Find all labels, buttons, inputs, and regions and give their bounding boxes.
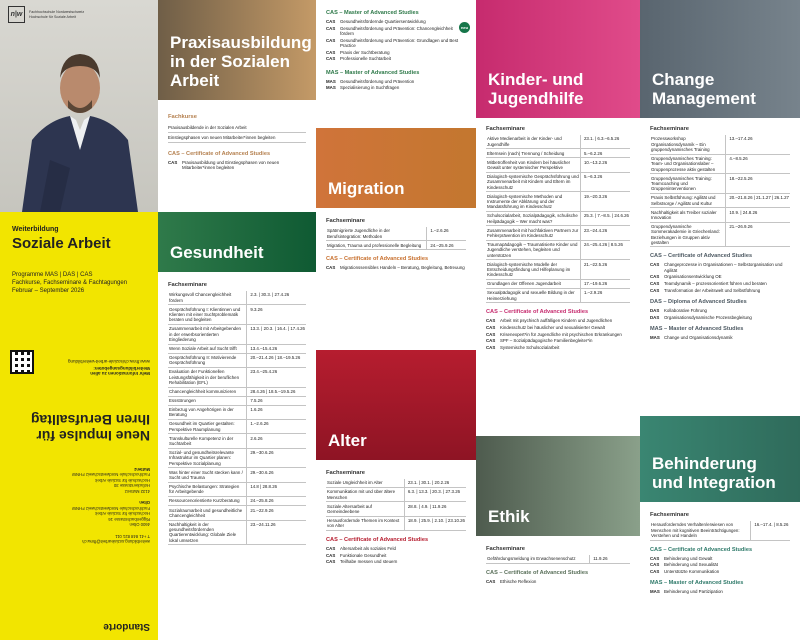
top-cas-heading: CAS – Master of Advanced Studies [326, 10, 419, 16]
behinderung-panel [640, 416, 800, 640]
alter-seminar-row [326, 502, 466, 516]
kinder-cas-item: CAS Krisenexpert*in für Jugendliche mit psychischen Erkrankungen [486, 331, 622, 337]
change-seminar-title: Prozessworkshop Organisationsdynamik – Ein gruppendynamisches Training [650, 135, 726, 154]
kinder-cas-item: CAS Kindesschutz bei häuslicher und sexualisierter Gewalt [486, 325, 605, 331]
gesundheit-seminar-date: 9.3.26 [247, 305, 306, 325]
gesundheit-seminar-row [168, 387, 306, 396]
migration-seminar-row [326, 227, 466, 241]
kinder-seminar-date: 1.–2.9.26 [580, 289, 630, 303]
gesundheit-seminar-title: Chancengleichheit kommunizieren [168, 387, 247, 396]
gesundheit-fachseminare-heading: Fachseminare [168, 282, 207, 288]
alter-cas-item: CAS Teilhabe messen und steuern [326, 559, 398, 565]
alter-cas-item: CAS Altersarbeit als soziales Feld [326, 546, 396, 552]
kinder-seminar-row [486, 240, 630, 260]
change-seminar-date: 18.–22.5.26 [726, 174, 790, 194]
kinder-title: Kinder- und Jugendhilfe [488, 69, 584, 108]
ethik-cas-heading: CAS – Certificate of Advanced Studies [486, 570, 589, 577]
change-seminar-title: Gruppendynamische Sommerakademie in Griechenland: Beziehungen in Gruppen aktiv gestalten [650, 222, 726, 247]
gesundheit-seminar-row [168, 468, 306, 482]
gesundheit-seminar-date: 23.4.–25.4.26 [247, 368, 306, 388]
top-mas-item: MAS Spezialisierung in Suchtfragen [326, 85, 400, 91]
kinder-seminar-title: Aktive Medienarbeit in der Kinder- und Jugendhilfe [486, 135, 580, 149]
kinder-seminar-date: 25.3. | 7.–8.5. | 24.6.26 [580, 212, 630, 226]
new-badge: neu [459, 22, 470, 33]
gesundheit-seminar-date: 23.–24.11.26 [247, 520, 306, 545]
change-seminar-row [650, 208, 790, 222]
migration-seminar-title: Migration, Trauma und professionelle Begleitung [326, 241, 427, 250]
alter-seminar-date: 6.3. | 13.3. | 20.3. | 27.3.26 [404, 488, 466, 502]
kinder-cas-item: CAS Arbeit mit psychisch auffälligen Kindern und Jugendlichen [486, 318, 613, 324]
kinder-seminar-date: 17.–19.6.26 [580, 279, 630, 288]
alter-fachseminare-heading: Fachseminare [326, 470, 365, 476]
kinder-seminar-row [486, 135, 630, 149]
migration-seminar-row [326, 241, 466, 250]
gesundheit-seminar-row [168, 497, 306, 506]
gesundheit-seminar-date: 21.–22.9.26 [247, 506, 306, 520]
gesundheit-seminar-date: 7.5.26 [247, 396, 306, 405]
kinder-seminar-title: Traumapädagogik – Traumatisierte Kinder und Jugendliche verstehen, begleiten und unterstützen [486, 240, 580, 260]
gesundheit-seminar-row [168, 353, 306, 367]
gesundheit-seminar-title: Gesundheit im Quartier gestalten: Perspektive Raumplanung [168, 420, 247, 434]
gesundheit-seminar-date: 20.–21.4.26 | 18.–19.5.26 [247, 353, 306, 367]
cover-yellow-panel [0, 212, 158, 640]
alter-seminar-row [326, 516, 466, 530]
praxis-fachkurse-heading: Fachkurse [168, 114, 197, 120]
change-cas-item: CAS Transformation der Arbeitswelt und Selbstführung [650, 287, 761, 293]
migration-fachseminare-heading: Fachseminare [326, 218, 365, 224]
gesundheit-seminar-row [168, 506, 306, 520]
muttenz-address: 4132 Muttenz Hofackerstrasse 30 Hochschule für Soziale Arbeit Fachhochschule Nordwestschweiz FHNW Muttenz [72, 467, 150, 494]
logo-mark: n|w [8, 6, 25, 23]
kinder-seminar-title: Sexualpädagogik und sexuelle Bildung in der Heimerziehung [486, 289, 580, 303]
kinder-seminar-row [486, 289, 630, 303]
kinder-seminar-date: 21.–22.5.26 [580, 260, 630, 280]
top-cas-item: CAS Gesundheitsfördernde Quartiersentwicklung [326, 19, 426, 24]
change-seminar-date: 4.–8.5.26 [726, 154, 790, 174]
behinderung-cas-item: CAS Behinderung und Gewalt [650, 555, 713, 561]
change-seminar-row [650, 193, 790, 207]
migration-table [326, 227, 466, 250]
praxis-course-2: Einstiegsphasen von neuen Mitarbeiter*innen begleiten [168, 133, 306, 143]
change-mas-item: MAS Change und Organisationsdynamik [650, 335, 733, 340]
kinder-seminar-date: 19.–20.3.26 [580, 192, 630, 212]
gesundheit-seminar-date: 28.4.26 | 18.5.–19.5.26 [247, 387, 306, 396]
ethik-seminar-date: 11.9.26 [590, 555, 630, 564]
gesundheit-title: Gesundheit [170, 242, 264, 262]
ethik-table [486, 555, 630, 564]
behinderung-mas-item: MAS Behinderung und Partizipation [650, 589, 723, 595]
top-cas-item: CAS Praxis der Suchtberatung [326, 49, 390, 55]
alter-seminar-title: Soziale Altersarbeit auf Gemeindeebene [326, 502, 404, 516]
change-seminar-date: 10.9. | 24.8.26 [726, 208, 790, 222]
cover-photo-panel [0, 0, 158, 212]
gesundheit-seminar-title: Ressourcenorientierte Kurzberatung [168, 497, 247, 506]
change-seminar-date: 13.–17.4.26 [726, 135, 790, 154]
migration-cas-item: CAS Migrationssensibles Handeln – Beratung, Begleitung, Betreuung [326, 265, 465, 271]
ethik-seminar-title: Gefährdungsmeldung im Erwachsenenschutz [486, 555, 590, 564]
change-seminar-date: 20.–21.8.26 | 21.1.27 | 26.1.27 [726, 193, 790, 207]
gesundheit-seminar-date: 24.–25.8.26 [247, 497, 306, 506]
cover-url: www.fhnw.ch/soziale-arbeit-weiterbildung [67, 359, 150, 364]
kinder-seminar-row [486, 260, 630, 280]
gesundheit-table [168, 291, 306, 545]
alter-cas-heading: CAS – Certificate of Advanced Studies [326, 537, 429, 544]
kinder-table [486, 135, 630, 303]
logo-line-2: Hochschule für Soziale Arbeit [29, 14, 76, 19]
alter-header [316, 350, 476, 460]
gesundheit-seminar-title: Was hinter einer Sucht stecken kann / Sucht und Trauma [168, 468, 247, 482]
kinder-seminar-row [486, 226, 630, 240]
gesundheit-seminar-title: Sozial- und gesundheitsrelevante Infrastruktur im Quartier planen: Perspektive Sozialplanung [168, 448, 247, 468]
behinderung-cas-item: CAS Behinderung und Sexualität [650, 562, 718, 568]
top-mas-heading: MAS – Master of Advanced Studies [326, 69, 420, 76]
migration-title: Migration [328, 178, 405, 198]
change-cas-item: CAS Organisationsentwicklung OE [650, 274, 722, 280]
change-seminar-title: Gruppendynamisches Training: Team- und Organisationslaber – Gruppenprozesse aktiv gestalten [650, 154, 726, 174]
gesundheit-seminar-row [168, 434, 306, 448]
behinderung-fachseminare-heading: Fachseminare [650, 512, 689, 518]
gesundheit-seminar-title: Gesprächsführung I: Klientinnen und Klienten mit einer Suchtproblematik beraten und begleiten [168, 305, 247, 325]
kinder-seminar-date: 5.–6.2.26 [580, 149, 630, 158]
change-seminar-row [650, 135, 790, 154]
portrait-photo [0, 0, 158, 212]
cover-period: Februar – September 2026 [12, 288, 85, 294]
migration-cas-heading: CAS – Certificate of Advanced Studies [326, 256, 429, 263]
gesundheit-seminar-date: 2.6.26 [247, 434, 306, 448]
behinderung-mas-heading: MAS – Master of Advanced Studies [650, 580, 744, 587]
change-das-item: DAS Kollaborative Führung [650, 308, 707, 314]
praxis-course-1: Praxisausbildende in der Sozialen Arbeit [168, 123, 306, 133]
praxis-title: Praxisausbildung in der Sozialen Arbeit [170, 32, 312, 90]
kinder-seminar-row [486, 158, 630, 172]
behinderung-header [640, 416, 800, 502]
alter-seminar-title: Kommunikation mit und über ältere Menschen [326, 488, 404, 502]
ethik-header [476, 436, 640, 536]
gesundheit-seminar-date: 29.–30.6.26 [247, 468, 306, 482]
kinder-seminar-title: Mitbetroffenheit von Kindern bei häuslicher Gewalt unter systemischer Perspektive [486, 158, 580, 172]
behinderung-title: Behinderung und Integration [652, 453, 776, 492]
ethik-panel [476, 436, 640, 640]
gesundheit-seminar-row [168, 520, 306, 545]
change-seminar-title: Gruppendynamisches Training: Teamcoaching und Gruppeninterventionen [650, 174, 726, 194]
kinder-seminar-date: 5.–6.3.26 [580, 172, 630, 192]
change-seminar-title: Praxis Selbstführung: Agilität und Selbstsorge / Agilität und Kultur [650, 193, 726, 207]
change-das-heading: DAS – Diploma of Advanced Studies [650, 299, 747, 306]
kinder-seminar-title: Dialogisch-systemische Methoden und Instrumente der Abklärung und der Mandatsführung im Kindesschutz [486, 192, 580, 212]
kinder-seminar-row [486, 172, 630, 192]
kinder-seminar-title: Schulsozialarbeit, Sozialpädagogik, schulische Heilpädagogik – Wer macht was? [486, 212, 580, 226]
change-cas-item: CAS Changeprozesse in Organisationen – Selbstorganisation und Agilität [650, 262, 783, 273]
gesundheit-seminar-title: Wenn Soziale Arbeit auf Sucht trifft [168, 344, 247, 353]
gesundheit-header [158, 212, 316, 272]
migration-panel [316, 128, 476, 350]
migration-seminar-title: Spätmigrierte Jugendliche in der Berufsintegration: Methoden [326, 227, 427, 241]
top-cas-item: CAS Professionelle Suchtarbeit [326, 56, 392, 62]
migration-seminar-date: 24.–25.9.26 [427, 241, 466, 250]
top-cas-item: CAS Gesundheitsförderung und Prävention: Grundlagen und Best Practice [326, 37, 459, 48]
gesundheit-seminar-title: Wirkungsvoll Chancengleichheit fördern [168, 291, 247, 305]
top-mas-item: MAS Gesundheitsförderung und Prävention [326, 78, 415, 84]
change-fachseminare-heading: Fachseminare [650, 126, 689, 132]
gesundheit-seminar-date: 13.4.–15.4.26 [247, 344, 306, 353]
logo-line-1: Fachhochschule Nordwestschweiz [29, 9, 85, 14]
kinder-fachseminare-heading: Fachseminare [486, 126, 525, 132]
gesundheit-seminar-title: Nachhaltigkeit in der gesundheitsfördernden Quartierentwicklung: Globale Ziele lokal umsetzen [168, 520, 247, 545]
kinder-cas-item: CAS SPF – Sozialpädagogische Familienbegleiter*in [486, 338, 593, 344]
migration-seminar-date: 1.–2.6.26 [427, 227, 466, 241]
gesundheit-seminar-row [168, 324, 306, 344]
alter-seminar-date: 23.1. | 30.1. | 20.2.26 [404, 479, 466, 488]
gesundheit-seminar-row [168, 368, 306, 388]
cover-slogan-1: Neue Impulse für [36, 428, 150, 444]
praxis-cas-heading: CAS – Certificate of Advanced Studies [168, 151, 271, 157]
gesundheit-seminar-row [168, 344, 306, 353]
cover-slogan-2: Ihren Berufsalltag [30, 411, 150, 428]
behinderung-cas-heading: CAS – Certificate of Advanced Studies [650, 546, 753, 553]
behinderung-seminar-title: Herausforderndes Verhalten/erwiesen von Menschen mit kognitiven Beeinträchtigungen: Verstehen und Handeln [650, 521, 751, 540]
behinderung-seminar-row [650, 521, 790, 540]
alter-panel [316, 350, 476, 640]
alter-seminar-title: Soziale Ungleichheit im Alter [326, 479, 404, 488]
gesundheit-seminar-date: 1.–2.6.26 [247, 420, 306, 434]
change-title: Change Management [652, 69, 756, 108]
gesundheit-seminar-title: Psychische Belastungen: Strategien für Arbeitgebende [168, 482, 247, 496]
migration-header [316, 128, 476, 208]
cover-programs: Programme MAS | DAS | CAS [12, 272, 93, 278]
gesundheit-seminar-row [168, 448, 306, 468]
kinder-seminar-title: Grundlagen der Offenen Jugendarbeit [486, 279, 580, 288]
kinder-seminar-title: Dialogisch-systemische Gesprächsführung und Zusammenarbeit mit Kindern und Eltern im Kindesschutz [486, 172, 580, 192]
more-info-text: Mehr Informationen zu allen Weiterbildungsangeboten: [90, 366, 150, 376]
cover-email: weiterbildung.sozialearbeit@fhnw.ch [82, 539, 150, 544]
gesundheit-seminar-date: 13.3. | 20.3. | 16.4. | 17.4.26 [247, 324, 306, 344]
cover-courses: Fachkurse, Fachseminare & Fachtagungen [12, 280, 128, 286]
gesundheit-seminar-title: Gesprächsführung II: Motivierende Gesprächsführung [168, 353, 247, 367]
kinder-seminar-row [486, 212, 630, 226]
gesundheit-seminar-date: 29.–30.6.26 [247, 448, 306, 468]
locations-title: Standorte [103, 621, 150, 632]
change-cas-heading: CAS – Certificate of Advanced Studies [650, 253, 753, 260]
alter-seminar-row [326, 479, 466, 488]
alter-seminar-row [326, 488, 466, 502]
kinder-seminar-date: 23.1. | 6.3.–6.5.26 [580, 135, 630, 149]
alter-table [326, 479, 466, 531]
ethik-seminar-row [486, 555, 630, 564]
gesundheit-panel [158, 212, 316, 640]
cover-title: Soziale Arbeit [12, 235, 111, 252]
olten-address: 4600 Olten Riggenbachstrasse 16 Hochschule für Soziale Arbeit Fachhochschule Nordwestschweiz FHNW Olten [72, 500, 150, 528]
gesundheit-seminar-row [168, 305, 306, 325]
cover-kicker: Weiterbildung [12, 226, 59, 233]
gesundheit-seminar-title: Einbezug von Angehörigen in der Beratung [168, 405, 247, 419]
kinder-cas-heading: CAS – Certificate of Advanced Studies [486, 309, 589, 316]
gesundheit-seminar-row [168, 396, 306, 405]
kinder-seminar-date: 23.–24.4.26 [580, 226, 630, 240]
change-panel [640, 0, 800, 416]
gesundheit-seminar-title: Transkulturelle Kompetenz in der Suchtarbeit [168, 434, 247, 448]
gesundheit-seminar-title: Essstörungen [168, 396, 247, 405]
praxis-cas-item: CAS Praxisausbildung und Einstiegsphasen von neuen Mitarbeiter*innen begleiten [168, 160, 280, 171]
ethik-fachseminare-heading: Fachseminare [486, 546, 525, 552]
kinder-seminar-title: Dialogisch-systemische Modelle der Entscheidungsfindung und Hilfeplanung im Kindesschutz [486, 260, 580, 280]
behinderung-table [650, 521, 790, 541]
alter-seminar-date: 18.9. | 25.9. | 2.10. | 23.10.26 [404, 516, 466, 530]
kinder-seminar-title: Zusammenarbeit mit hochfaktiven Partnern zur Fehlerprävention im Kindesschutz [486, 226, 580, 240]
change-seminar-row [650, 222, 790, 247]
alter-seminar-date: 28.8. | 4.9. | 11.9.26 [404, 502, 466, 516]
top-cas-panel [316, 0, 476, 128]
gesundheit-seminar-date: 1.6.26 [247, 405, 306, 419]
praxis-header [158, 0, 316, 100]
gesundheit-seminar-row [168, 291, 306, 305]
alter-cas-item: CAS Funktionale Gesundheit [326, 552, 387, 558]
change-cas-item: CAS Teamdynamik – prozessorientiert führen und beraten [650, 281, 767, 287]
alter-seminar-title: Herausfordernde Themen im Kontext von Alter [326, 516, 404, 530]
gesundheit-seminar-date: 2.3. | 30.3. | 27.4.26 [247, 291, 306, 305]
gesundheit-seminar-row [168, 405, 306, 419]
kinder-seminar-row [486, 149, 630, 158]
qr-code [10, 350, 34, 374]
change-seminar-row [650, 154, 790, 174]
ethik-cas-item: CAS Ethische Reflexion [486, 579, 537, 585]
kinder-cas-item: CAS Systemische Schulsozialarbeit [486, 345, 560, 351]
gesundheit-seminar-title: Evaluation der Funktionellen Leistungsfähigkeit in der beruflichen Rehabilitation (EFL) [168, 368, 247, 388]
kinder-seminar-row [486, 192, 630, 212]
change-das-item: DAS Organisationsdynamische Prozessbegleitung [650, 314, 752, 320]
change-table [650, 135, 790, 247]
kinder-seminar-title: Elternsein (nach) Trennung / Scheidung [486, 149, 580, 158]
gesundheit-seminar-date: 14.8 | 28.8.26 [247, 482, 306, 496]
kinder-seminar-date: 10.–13.2.26 [580, 158, 630, 172]
top-cas-item: CAS Gesundheitsförderung und Prävention: Chancengleichheit fördern [326, 25, 453, 36]
gesundheit-seminar-row [168, 482, 306, 496]
gesundheit-seminar-title: Zusammenarbeit mit Arbeitgebenden in der erwerbsorientierten Eingliederung [168, 324, 247, 344]
kinder-seminar-row [486, 279, 630, 288]
cover-phone: T +41 848 821 011 [115, 533, 150, 539]
praxis-panel [158, 0, 316, 212]
kinder-header [476, 0, 640, 118]
kinder-panel [476, 0, 640, 436]
behinderung-cas-item: CAS Unterstützte Kommunikation [650, 568, 720, 574]
change-mas-heading: MAS – Master of Advanced Studies [650, 326, 744, 332]
alter-title: Alter [328, 430, 367, 450]
change-seminar-date: 21.–26.9.26 [726, 222, 790, 247]
change-header [640, 0, 800, 118]
gesundheit-seminar-row [168, 420, 306, 434]
ethik-title: Ethik [488, 506, 530, 526]
kinder-seminar-date: 24.–25.4.26 | 8.5.26 [580, 240, 630, 260]
gesundheit-seminar-title: Sozialraumarbeit und gesundheitliche Chancengleichheit [168, 506, 247, 520]
behinderung-seminar-date: 16.–17.4. | 8.5.26 [751, 521, 790, 540]
change-seminar-title: Nachhaltigkeit als Treiber sozialer Innovation [650, 208, 726, 222]
change-seminar-row [650, 174, 790, 194]
